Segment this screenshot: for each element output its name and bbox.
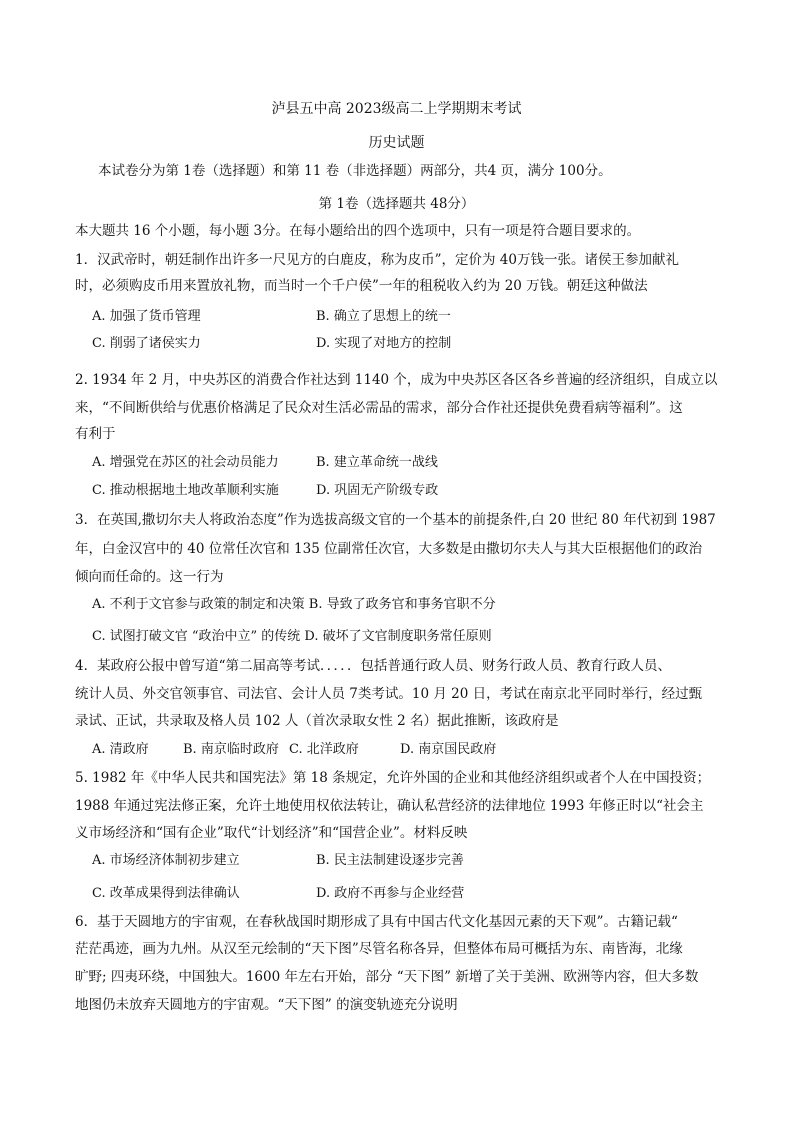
question-text: 2. 1934 年 2 月，中央苏区的消费合作社达到 1140 个，成为中央苏区各区各乡普遍的经济组织，自成立以 [75, 372, 718, 388]
question-text: 地图仍未放弃天圆地方的宇宙观。“天下图” 的演变轨迹充分说明 [75, 997, 458, 1013]
option-d[interactable]: D. 实现了对地方的控制 [316, 336, 452, 351]
instruction: 本大题共 16 个小题，每小题 3分。在每小题给出的四个选项中，只有一项是符合题目要求的。 [75, 223, 641, 239]
option-b[interactable]: B. 南京临时政府 [183, 742, 279, 757]
exam-title: 泸县五中高 2023级高二上学期期末考试 [271, 101, 522, 117]
question-text: 5. 1982 年《中华人民共和国宪法》第 18 条规定，允许外国的企业和其他经济组织或者个人在中国投资； [75, 770, 711, 786]
option-d[interactable]: D. 南京国民政府 [400, 742, 497, 757]
question-text: 4．某政府公报中曾写道“第二届高等考试．．．．．包括普通行政人员、财务行政人员、教育行政人员、 [75, 658, 671, 674]
paper-note: 本试卷分为第 1卷（选择题）和第 11 卷（非选择题）两部分，共4 页，满分 100分。 [98, 163, 612, 179]
option-b[interactable]: B. 确立了思想上的统一 [316, 309, 451, 324]
question-text: 1．汉武帝时，朝廷制作出许多一尺见方的白鹿皮，称为皮币”，定价为 40万钱一张。诸侯王参加献礼 [75, 252, 679, 268]
question-text: 3．在英国,撒切尔夫人将政治态度”作为选拔高级文官的一个基本的前提条件,白 20 世纪 80 年代初到 1987 [75, 512, 716, 528]
question-text: 统计人员、外交官领事官、司法官、会计人员 7类考试。10 月 20 日，考试在南京北平同时举行，经过甄 [75, 686, 703, 702]
question-text: 录试、正试，共录取及格人员 102 人（首次录取女性 2 名）据此推断，该政府是 [75, 713, 559, 729]
option-d[interactable]: D. 政府不再参与企业经营 [316, 886, 465, 901]
option-c[interactable]: C. 北洋政府 [289, 742, 359, 757]
question-text: 年，白金汉宫中的 40 位常任次官和 135 位副常任次官，大多数是由撒切尔夫人与其大臣根据他们的政治 [75, 541, 703, 557]
subject-title: 历史试题 [368, 135, 425, 151]
option-a-b[interactable]: A. 不利于文官参与政策的制定和决策 B. 导致了政务官和事务官职不分 [92, 597, 496, 612]
question-text: 来，“不间断供给与优惠价格满足了民众对生活必需品的需求，部分合作社还提供免费看病等福利”。这 [75, 400, 683, 416]
question-text: 倾向而任命的。这一行为 [75, 569, 224, 585]
option-a[interactable]: A. 清政府 [92, 742, 149, 757]
question-text: 6．基于天圆地方的宇宙观，在春秋战国时期形成了具有中国古代文化基因元素的天下观”。古籍记载“ [75, 914, 678, 930]
option-a[interactable]: A. 增强党在苏区的社会动员能力 [92, 455, 279, 470]
option-b[interactable]: B. 建立革命统一战线 [316, 455, 438, 470]
option-a[interactable]: A. 市场经济体制初步建立 [92, 853, 240, 868]
option-c[interactable]: C. 推动根据地土地改革顺利实施 [92, 483, 279, 498]
option-c[interactable]: C. 改革成果得到法律确认 [92, 886, 240, 901]
question-text: 旷野; 四夷环绕，中国独大。1600 年左右开始，部分 “天下图” 新增了关于美洲、欧洲等内容，但大多数 [75, 969, 699, 985]
option-d[interactable]: D. 巩固无产阶级专政 [316, 483, 439, 498]
question-text: 1988 年通过宪法修正案，允许土地使用权依法转让，确认私营经济的法律地位 1993 年修正时以“社会主 [75, 798, 704, 814]
question-text: 时，必须购皮币用来置放礼物，而当时一个千户侯”一年的租税收入约为 20 万钱。朝廷这种做法 [75, 278, 648, 294]
option-b[interactable]: B. 民主法制建设逐步完善 [316, 853, 464, 868]
question-text: 义市场经济和“国有企业”取代“计划经济”和“国营企业”。材料反映 [75, 825, 468, 841]
section-title: 第 1卷（选择题共 48分） [318, 196, 475, 212]
question-text: 茫茫禹迹，画为九州。从汉至元绘制的“天下图”尽管名称各异，但整体布局可概括为东、南皆海，北缘 [75, 941, 683, 957]
option-a[interactable]: A. 加强了货币管理 [92, 309, 201, 324]
option-c[interactable]: C. 削弱了诸侯实力 [92, 336, 201, 351]
question-text: 有利于 [75, 426, 116, 442]
option-c-d[interactable]: C. 试图打破文官 “政治中立” 的传统 D. 破坏了文官制度职务常任原则 [92, 629, 492, 644]
